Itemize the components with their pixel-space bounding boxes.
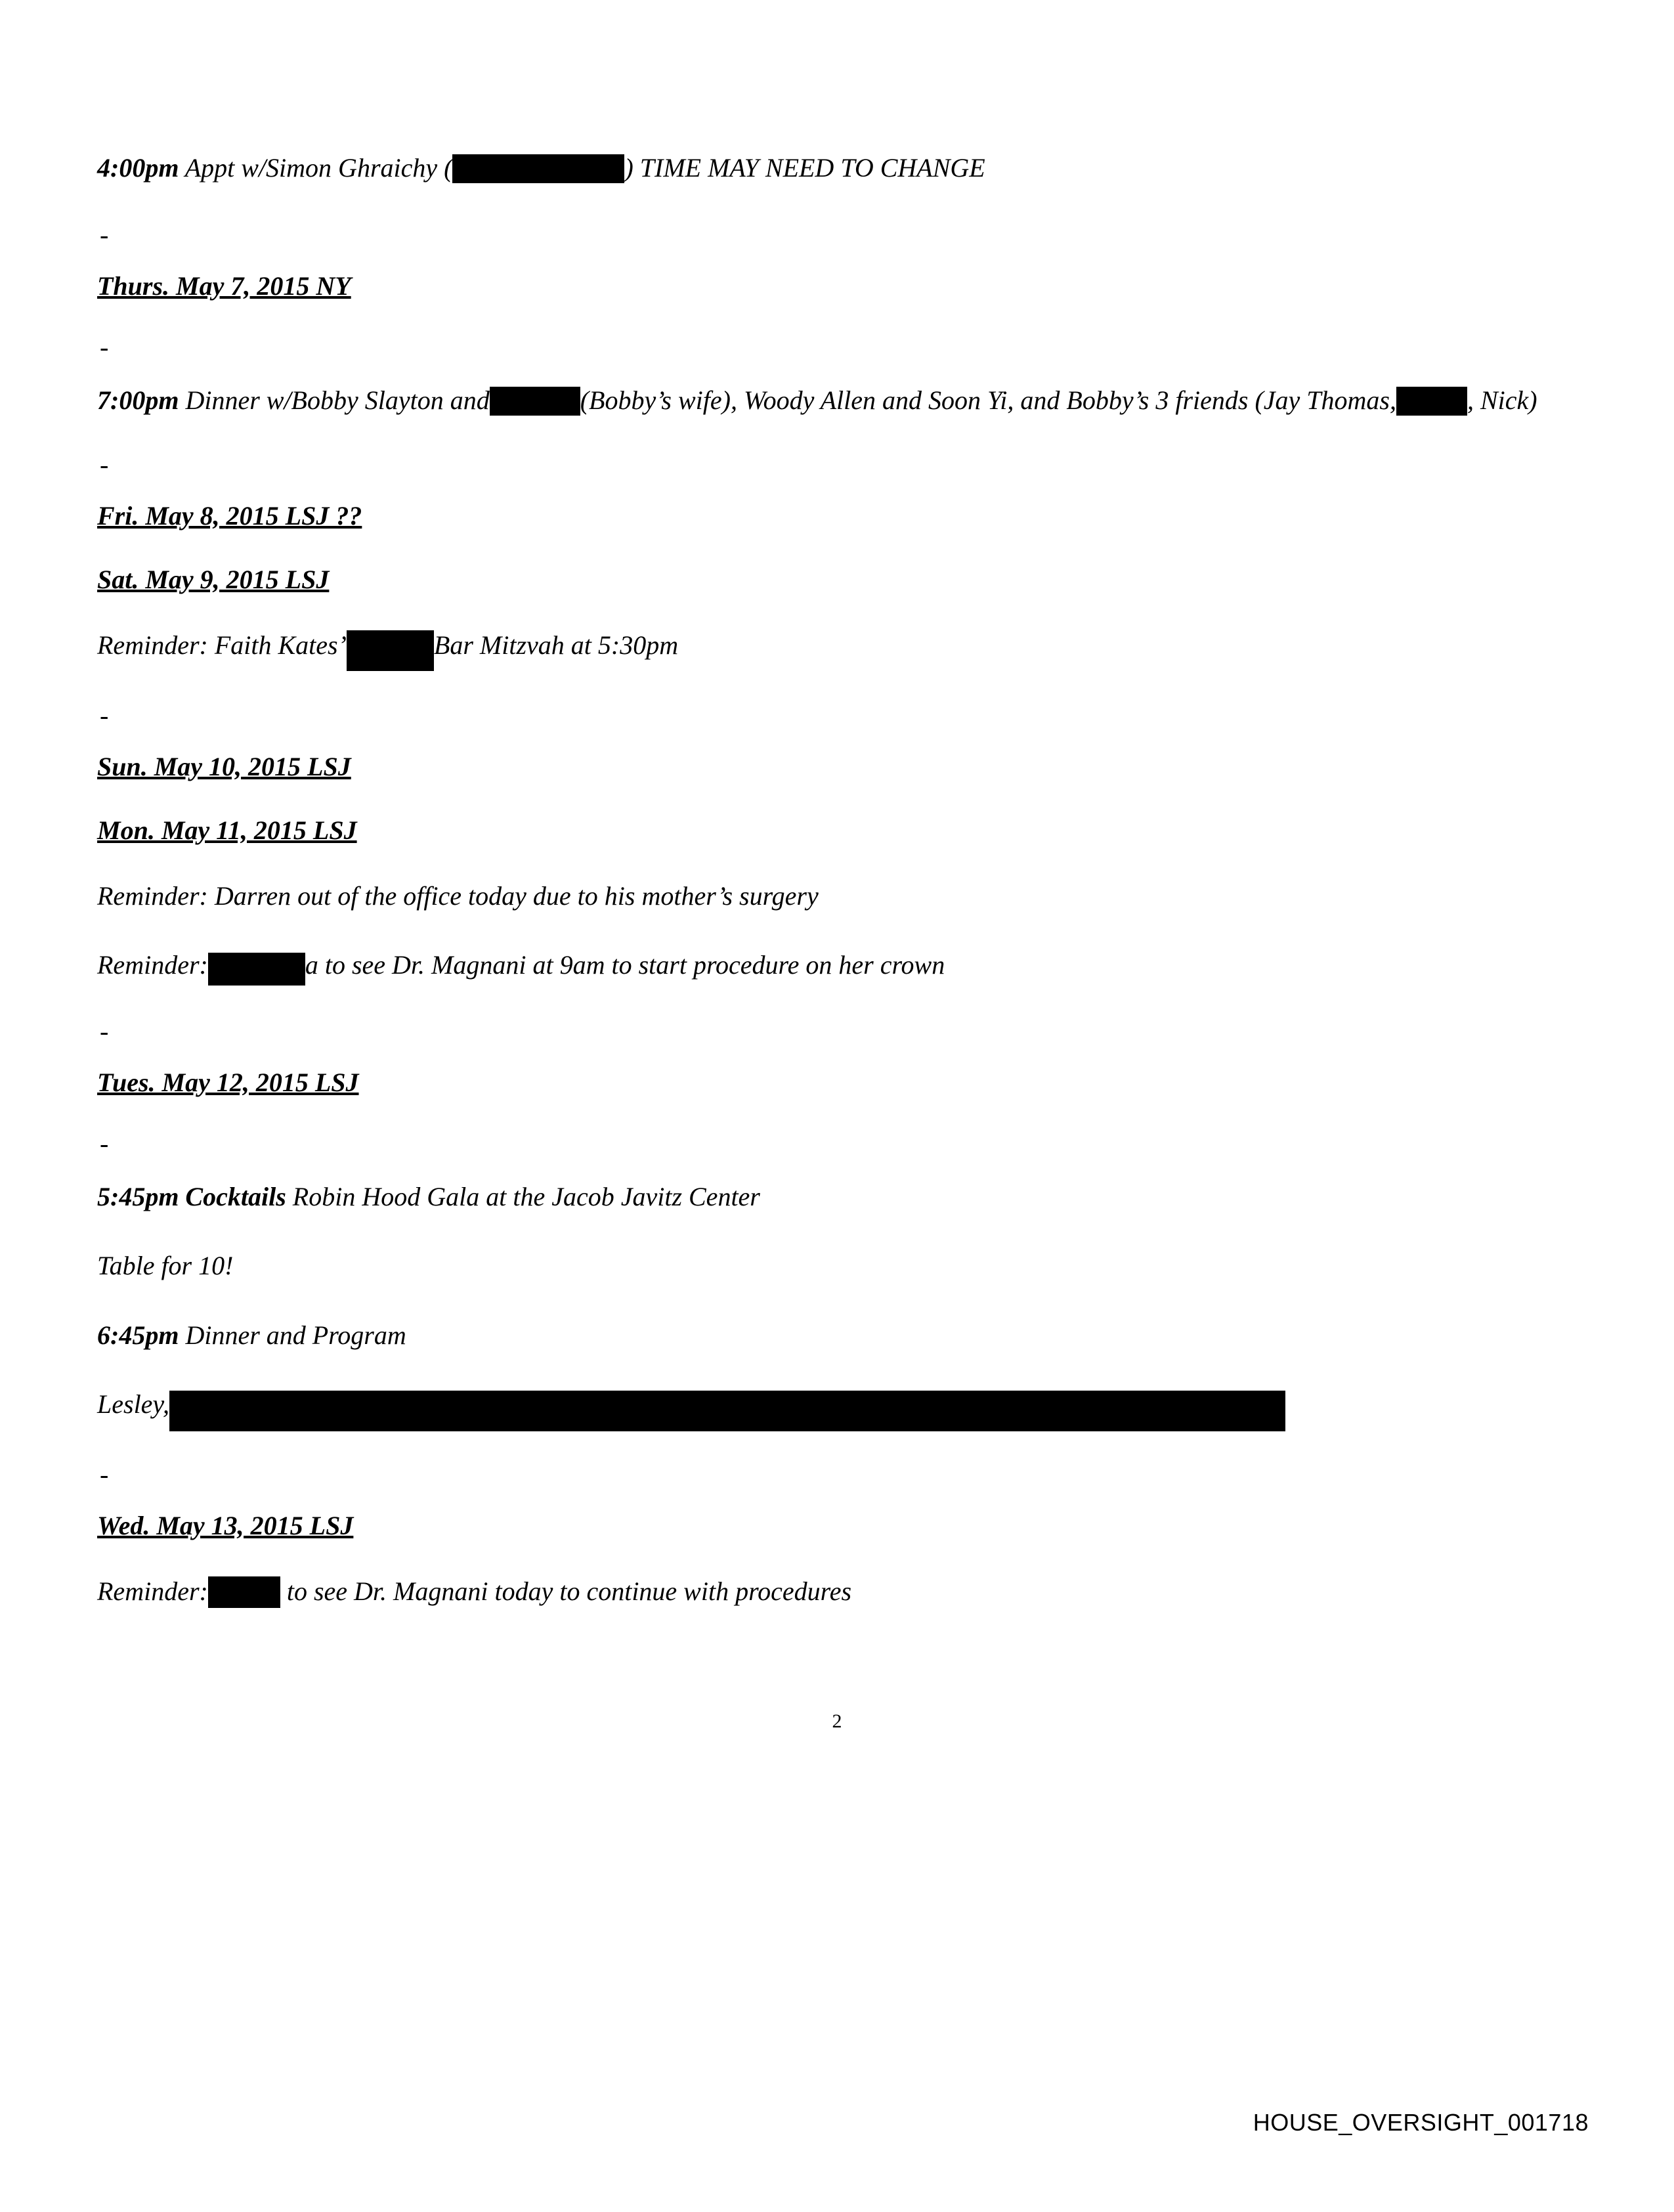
date-heading-fri-may-8: Fri. May 8, 2015 LSJ ??: [97, 501, 362, 531]
entry-reminder-magnani: [97, 947, 1561, 984]
separator-dash: -: [100, 1129, 109, 1159]
entry-text: Robin Hood Gala at the Jacob Javitz Center: [292, 1182, 760, 1212]
redaction-bar: [208, 953, 305, 986]
redaction-bar: [490, 387, 580, 416]
redaction-bar: [347, 630, 434, 671]
date-heading-sat-may-9: Sat. May 9, 2015 LSJ: [97, 565, 330, 595]
entry-text-before: Dinner w/Bobby Slayton and: [185, 385, 490, 415]
entry-reminder-magnani-continue: [97, 1574, 1561, 1610]
entry-text-after: ) TIME MAY NEED TO CHANGE: [624, 153, 985, 183]
separator-dash: -: [100, 701, 109, 731]
date-heading-mon-may-11: Mon. May 11, 2015 LSJ: [97, 815, 357, 846]
entry-appointment: [97, 151, 1561, 185]
redaction-bar: [1396, 387, 1467, 416]
entry-text-mid: (Bobby’s wife), Woody Allen and Soon Yi, and Bobby’s 3 friends (Jay Thomas,: [580, 385, 1396, 415]
entry-text-after: , Nick): [1467, 385, 1537, 415]
redaction-bar: [208, 1576, 280, 1608]
entry-cocktails: [97, 1179, 1561, 1214]
entry-time: 4:00pm: [97, 153, 179, 183]
entry-lesley-redacted: [97, 1387, 1561, 1427]
entry-text-after: to see Dr. Magnani today to continue with procedures: [286, 1576, 852, 1606]
separator-dash: -: [100, 1459, 109, 1489]
entry-text-before: Reminder:: [97, 950, 208, 980]
entry-time: 5:45pm Cocktails: [97, 1182, 286, 1212]
date-heading-thurs-may-7: Thurs. May 7, 2015 NY: [97, 271, 351, 301]
bates-stamp: HOUSE_OVERSIGHT_001718: [1253, 2109, 1589, 2136]
redaction-bar: [452, 154, 624, 183]
entry-text-before: Lesley,: [97, 1389, 169, 1419]
page-number: 2: [832, 1710, 842, 1732]
redaction-bar: [169, 1391, 1285, 1431]
entry-time: 6:45pm: [97, 1320, 179, 1350]
entry-text-after: a to see Dr. Magnani at 9am to start procedure on her crown: [305, 950, 945, 980]
entry-table-for-10: Table for 10!: [97, 1251, 234, 1281]
entry-text-before: Appt w/Simon Ghraichy (: [184, 153, 453, 183]
entry-text-before: Reminder: Faith Kates’: [97, 630, 347, 661]
date-heading-sun-may-10: Sun. May 10, 2015 LSJ: [97, 752, 351, 782]
date-heading-tues-may-12: Tues. May 12, 2015 LSJ: [97, 1068, 359, 1098]
entry-text: Dinner and Program: [185, 1320, 406, 1350]
separator-dash: -: [100, 1016, 109, 1047]
entry-reminder-bar-mitzvah: [97, 628, 1561, 668]
entry-text-after: Bar Mitzvah at 5:30pm: [433, 630, 679, 661]
entry-reminder-darren: Reminder: Darren out of the office today due to his mother’s surgery: [97, 881, 819, 911]
date-heading-wed-may-13: Wed. May 13, 2015 LSJ: [97, 1510, 354, 1540]
document-body: [97, 151, 1561, 1644]
separator-dash: -: [100, 220, 109, 249]
separator-dash: -: [100, 332, 109, 362]
entry-time: 7:00pm: [97, 385, 179, 415]
entry-dinner: [97, 383, 1561, 418]
separator-dash: -: [100, 450, 109, 480]
entry-dinner-program: [97, 1318, 1561, 1353]
entry-text-before: Reminder:: [97, 1576, 208, 1606]
